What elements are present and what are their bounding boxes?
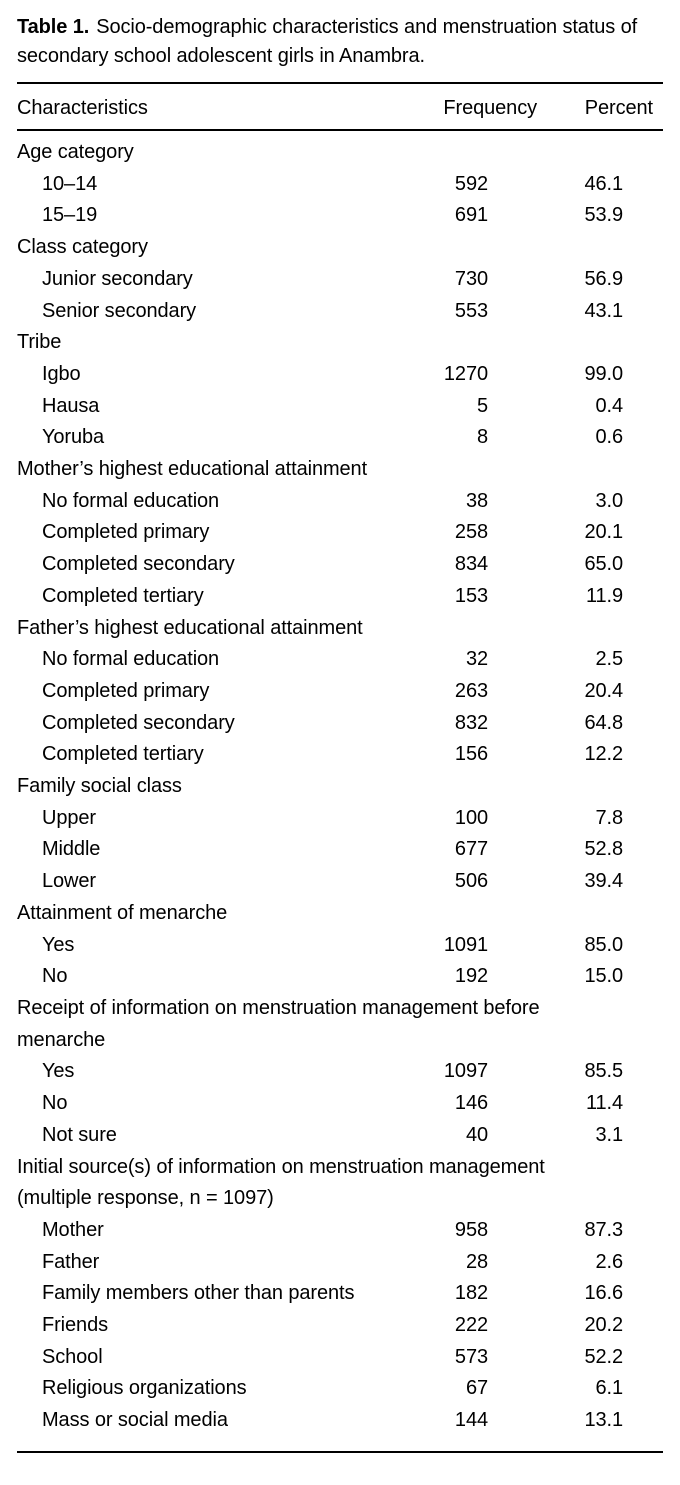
percent-value: 39.4 [584,870,623,893]
table-label: Table 1. [17,16,90,38]
percent-value: 6.1 [595,1377,623,1400]
percent-value: 2.5 [595,648,623,671]
table-head [17,83,663,130]
column-header-characteristics: Characteristics [17,83,417,130]
characteristic-label: Mother [42,1218,104,1241]
section-row [17,613,663,645]
section-row [17,898,663,930]
percent-value: 56.9 [584,267,623,290]
frequency-value: 222 [454,1314,488,1337]
characteristic-label: Completed tertiary [42,743,204,766]
section-header-line: Receipt of information on menstruation management before [17,996,540,1019]
percent-value: 64.8 [584,711,623,734]
table-row [17,1405,663,1452]
percent-value: 20.4 [584,679,623,702]
section-row [17,327,663,359]
table-row [17,1247,663,1279]
section-header-line: Mother’s highest educational attainment [17,458,368,481]
table-row [17,296,663,328]
characteristic-label: Upper [42,806,96,829]
table-row [17,581,663,613]
section-header [17,771,663,803]
characteristic-label: Completed tertiary [42,584,204,607]
frequency-value: 182 [454,1282,488,1305]
frequency-value: 146 [454,1092,488,1115]
percent-value: 85.0 [584,933,623,956]
table-row [17,517,663,549]
table-row [17,961,663,993]
frequency-value: 40 [465,1123,488,1146]
percent-value: 11.4 [585,1092,623,1115]
percent-value: 52.8 [584,838,623,861]
table-row [17,264,663,296]
section-header [17,898,663,930]
table-row [17,422,663,454]
table-row [17,676,663,708]
section-header [17,1152,663,1215]
percent-value: 99.0 [584,362,623,385]
section-header-line: Tribe [17,331,62,354]
section-header-line: Father’s highest educational attainment [17,616,363,639]
percent-value: 0.4 [595,394,623,417]
characteristic-label: Junior secondary [42,267,193,290]
frequency-value: 592 [454,172,488,195]
section-row [17,771,663,803]
table-row [17,1278,663,1310]
table-row [17,866,663,898]
percent-value: 65.0 [584,553,623,576]
characteristic-label: Completed primary [42,521,210,544]
characteristic-label: Middle [42,838,101,861]
section-row [17,130,663,169]
section-header [17,993,663,1056]
frequency-value: 258 [454,521,488,544]
percent-value: 15.0 [584,965,623,988]
characteristic-label: Hausa [42,394,100,417]
characteristic-label: Father [42,1250,100,1273]
characteristic-label: Mass or social media [42,1409,228,1432]
table-row [17,391,663,423]
table-row [17,1120,663,1152]
characteristic-label: Yes [42,933,75,956]
section-header [17,613,663,645]
section-header-line: Class category [17,236,148,259]
section-row [17,1152,663,1215]
characteristic-label: Completed secondary [42,553,235,576]
percent-value: 7.8 [595,806,623,829]
section-header-line: Attainment of menarche [17,901,228,924]
percent-value: 3.0 [595,489,623,512]
section-header [17,454,663,486]
frequency-value: 263 [454,679,488,702]
section-header-line: Family social class [17,775,182,798]
percent-value: 20.2 [584,1314,623,1337]
table-row [17,803,663,835]
column-header-percent: Percent [537,83,663,130]
frequency-value: 573 [454,1345,488,1368]
percent-value: 43.1 [584,299,623,322]
frequency-value: 506 [454,870,488,893]
table-row [17,1056,663,1088]
frequency-value: 144 [454,1409,488,1432]
frequency-value: 730 [454,267,488,290]
header-row [17,83,663,130]
table-row [17,200,663,232]
table-row [17,1310,663,1342]
section-header [17,130,663,169]
table-row [17,169,663,201]
table-row [17,834,663,866]
frequency-value: 1270 [443,362,488,385]
characteristic-label: Family members other than parents [42,1282,355,1305]
characteristic-label: No [42,1092,68,1115]
percent-value: 16.6 [584,1282,623,1305]
frequency-value: 553 [454,299,488,322]
frequency-value: 834 [454,553,488,576]
characteristic-label: No formal education [42,648,220,671]
section-row [17,454,663,486]
table-row [17,486,663,518]
characteristic-label: Lower [42,870,96,893]
section-row [17,993,663,1056]
characteristic-label: Not sure [42,1123,117,1146]
percent-value: 87.3 [584,1218,623,1241]
frequency-value: 32 [465,648,488,671]
table-row [17,1342,663,1374]
table-caption [17,13,663,71]
section-row [17,232,663,264]
frequency-value: 38 [465,489,488,512]
frequency-value: 192 [454,965,488,988]
table-row [17,1373,663,1405]
characteristic-label: Igbo [42,362,81,385]
table-row [17,549,663,581]
section-header-line: (multiple response, n = 1097) [17,1187,274,1210]
characteristic-label: 15–19 [42,204,98,227]
table-row [17,644,663,676]
percent-value: 46.1 [584,172,623,195]
characteristic-label: Completed primary [42,679,210,702]
percent-value: 20.1 [584,521,623,544]
percent-value: 12.2 [584,743,623,766]
percent-value: 53.9 [584,204,623,227]
percent-value: 11.9 [585,584,623,607]
section-header [17,327,663,359]
table-row [17,1215,663,1247]
percent-value: 85.5 [584,1060,623,1083]
frequency-value: 100 [454,806,488,829]
percent-value: 2.6 [595,1250,623,1273]
table-row [17,1088,663,1120]
section-header [17,232,663,264]
section-header-line: menarche [17,1028,106,1051]
frequency-value: 8 [476,426,488,449]
frequency-value: 28 [465,1250,488,1273]
characteristic-label: No formal education [42,489,220,512]
frequency-value: 958 [454,1218,488,1241]
percent-value: 0.6 [595,426,623,449]
percent-value: 3.1 [595,1123,623,1146]
section-header-line: Age category [17,141,134,163]
frequency-value: 1091 [443,933,488,956]
characteristic-label: Yes [42,1060,75,1083]
frequency-value: 156 [454,743,488,766]
characteristic-label: Friends [42,1314,108,1337]
characteristic-label: Completed secondary [42,711,235,734]
frequency-value: 832 [454,711,488,734]
frequency-value: 67 [465,1377,488,1400]
data-table [17,82,663,1453]
frequency-value: 677 [454,838,488,861]
characteristic-label: No [42,965,68,988]
percent-value: 52.2 [584,1345,623,1368]
table-row [17,930,663,962]
section-header-line: Initial source(s) of information on menstruation management [17,1155,545,1178]
table-row [17,708,663,740]
column-header-frequency: Frequency [417,83,537,130]
percent-value: 13.1 [584,1409,623,1432]
characteristic-label: Religious organizations [42,1377,247,1400]
characteristic-label: Yoruba [42,426,105,449]
frequency-value: 5 [476,394,488,417]
table-row [17,359,663,391]
frequency-value: 153 [454,584,488,607]
characteristic-label: School [42,1345,103,1368]
characteristic-label: 10–14 [42,172,98,195]
frequency-value: 691 [454,204,488,227]
table-caption-text: Socio-demographic characteristics and menstruation status of secondary school adolescent girls in Anambra. [17,16,638,67]
table-body [17,130,663,1452]
table-row [17,739,663,771]
characteristic-label: Senior secondary [42,299,197,322]
frequency-value: 1097 [443,1060,488,1083]
